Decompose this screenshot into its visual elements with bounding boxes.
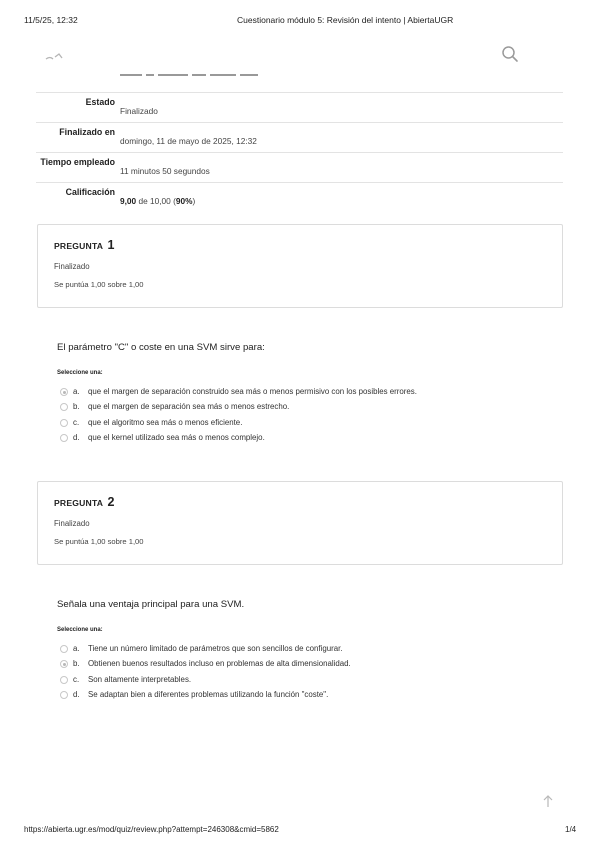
print-header <box>0 15 599 29</box>
question-label-text: PREGUNTA <box>54 241 103 251</box>
summary-label: Finalizado en <box>59 127 115 137</box>
summary-value: Finalizado <box>120 106 158 116</box>
option-letter: c. <box>73 417 80 427</box>
grade-value: 9,00 de 10,00 (90%) <box>120 196 196 206</box>
question-state: Finalizado <box>54 262 90 271</box>
summary-row-grade <box>36 182 563 216</box>
question-label-text: PREGUNTA <box>54 498 103 508</box>
grade-percent: 90% <box>175 196 193 206</box>
question-grade: Se puntúa 1,00 sobre 1,00 <box>54 537 144 546</box>
summary-row-finished <box>36 122 563 152</box>
print-page-number: 1/4 <box>565 825 577 834</box>
option-letter: b. <box>73 402 80 412</box>
option-text: Obtienen buenos resultados incluso en problemas de alta dimensionalidad. <box>88 659 351 669</box>
radio-button-checked[interactable] <box>60 388 68 396</box>
option-text: Son altamente interpretables. <box>88 674 192 684</box>
summary-label: Tiempo empleado <box>40 157 115 167</box>
option-text: Se adaptan bien a diferentes problemas utilizando la función "coste". <box>88 689 329 699</box>
radio-button[interactable] <box>60 419 68 427</box>
option-text: que el margen de separación construido sea más o menos permisivo con los posibles errores. <box>88 387 417 396</box>
radio-button-checked[interactable] <box>60 660 68 668</box>
radio-button[interactable] <box>60 645 68 653</box>
grade-score: 9,00 <box>120 196 137 206</box>
summary-row-state <box>36 92 563 122</box>
summary-row-time <box>36 152 563 182</box>
question-text: El parámetro "C" o coste en una SVM sirve para: <box>57 342 265 353</box>
option-text: que el algoritmo sea más o menos eficiente. <box>88 417 243 427</box>
summary-label: Estado <box>85 97 115 107</box>
summary-value: 11 minutos 50 segundos <box>120 166 210 176</box>
cropped-row-residue <box>120 70 280 78</box>
question-number: 1 <box>107 238 115 252</box>
select-hint: Seleccione una: <box>57 370 103 376</box>
summary-value: domingo, 11 de mayo de 2025, 12:32 <box>120 136 257 146</box>
question-number: 2 <box>107 495 115 509</box>
option-letter: a. <box>73 644 80 653</box>
question-text: Señala una ventaja principal para una SVM. <box>57 599 245 610</box>
radio-button[interactable] <box>60 676 68 684</box>
question-state: Finalizado <box>54 519 90 528</box>
select-hint: Seleccione una: <box>57 627 103 633</box>
print-page-title: Cuestionario módulo 5: Revisión del intento | AbiertaUGR <box>237 15 454 25</box>
attempt-summary <box>36 92 563 216</box>
option-text: que el margen de separación sea más o menos estrecho. <box>88 402 290 412</box>
option-letter: c. <box>73 674 80 684</box>
option-text: que el kernel utilizado sea más o menos complejo. <box>88 432 265 442</box>
print-url: https://abierta.ugr.es/mod/quiz/review.php?attempt=246308&cmid=5862 <box>24 825 279 834</box>
search-icon[interactable] <box>501 45 519 63</box>
question-info-card <box>37 224 563 308</box>
option-letter: b. <box>73 659 80 669</box>
radio-button[interactable] <box>60 403 68 411</box>
option-text: Tiene un número limitado de parámetros que son sencillos de configurar. <box>88 644 343 653</box>
question-label <box>54 495 115 509</box>
radio-button[interactable] <box>60 691 68 699</box>
question-label <box>54 238 115 252</box>
radio-button[interactable] <box>60 434 68 442</box>
option-letter: d. <box>73 432 80 442</box>
option-letter: a. <box>73 387 80 396</box>
option-letter: d. <box>73 689 80 699</box>
print-date: 11/5/25, 12:32 <box>24 15 78 25</box>
summary-label: Calificación <box>65 187 115 197</box>
question-info-card <box>37 481 563 565</box>
grade-out-of: de 10,00 <box>138 196 171 206</box>
logo-icon[interactable] <box>44 50 66 62</box>
arrow-up-icon[interactable] <box>542 794 554 808</box>
question-grade: Se puntúa 1,00 sobre 1,00 <box>54 280 144 289</box>
